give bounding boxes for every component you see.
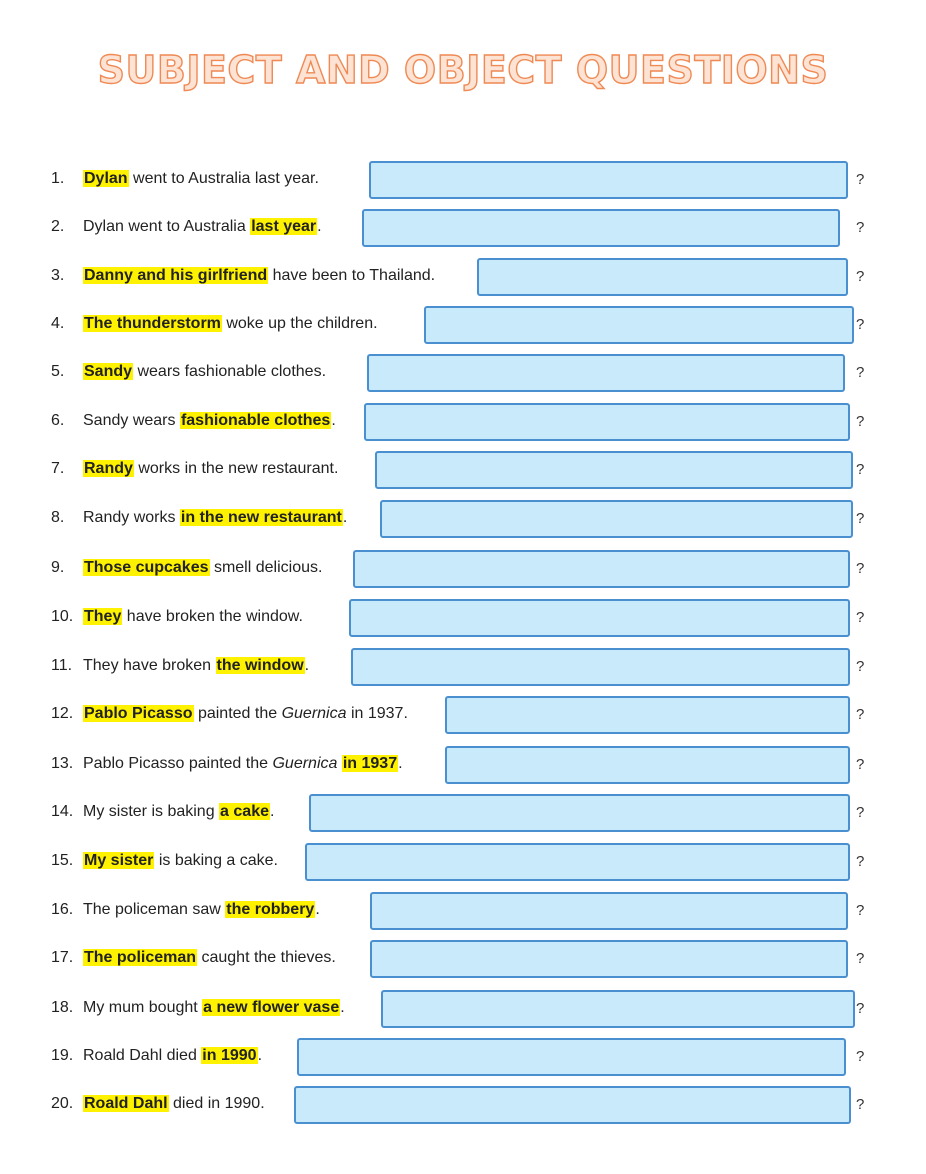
question-mark: ?: [856, 171, 865, 188]
italic-text: Guernica: [272, 755, 338, 772]
question-sentence: [83, 1047, 262, 1065]
sentence-text: have broken the window.: [122, 608, 303, 625]
highlighted-phrase: Pablo Picasso: [84, 705, 193, 722]
sentence-text: have been to Thailand.: [268, 267, 436, 284]
question-mark: ?: [856, 706, 865, 723]
question-number: 2.: [51, 218, 65, 235]
page-title: SUBJECT AND OBJECT QUESTIONS: [97, 48, 829, 92]
highlighted-phrase: Sandy: [84, 363, 133, 380]
question-row: [0, 548, 926, 592]
highlighted-phrase: in 1990: [202, 1047, 257, 1064]
question-mark: ?: [856, 219, 865, 236]
answer-input[interactable]: [362, 209, 840, 247]
answer-input[interactable]: [364, 403, 850, 441]
question-mark: ?: [856, 560, 865, 577]
question-row: [0, 597, 926, 641]
question-mark: ?: [856, 268, 865, 285]
question-sentence: [83, 901, 320, 919]
question-number: 19.: [51, 1047, 74, 1064]
question-number: 4.: [51, 315, 65, 332]
sentence-text: .: [317, 218, 322, 235]
answer-input[interactable]: [370, 940, 848, 978]
question-row: [0, 1084, 926, 1128]
answer-input[interactable]: [294, 1086, 851, 1124]
sentence-text: Sandy wears: [83, 412, 180, 429]
highlighted-phrase: a cake: [220, 803, 269, 820]
question-number: 17.: [51, 949, 74, 966]
question-number: 20.: [51, 1095, 74, 1112]
question-row: [0, 256, 926, 300]
question-number: 9.: [51, 559, 65, 576]
answer-input[interactable]: [375, 451, 853, 489]
sentence-text: My mum bought: [83, 999, 203, 1016]
sentence-text: .: [398, 755, 403, 772]
sentence-text: .: [257, 1047, 263, 1064]
question-row: [0, 792, 926, 836]
question-number: 5.: [51, 363, 65, 380]
highlighted-phrase: the robbery: [226, 901, 315, 918]
sentence-text: went to Australia last year.: [128, 170, 319, 187]
question-sentence: [83, 218, 322, 236]
sentence-text: The policeman saw: [83, 901, 226, 918]
question-sentence: [83, 755, 403, 773]
sentence-text: is baking a cake.: [154, 852, 278, 869]
sentence-text: smell delicious.: [209, 559, 323, 576]
question-row: [0, 988, 926, 1032]
sentence-text: .: [304, 657, 310, 674]
highlighted-phrase: Roald Dahl: [84, 1095, 168, 1112]
question-number: 16.: [51, 901, 74, 918]
sentence-text: .: [340, 999, 345, 1016]
answer-input[interactable]: [370, 892, 848, 930]
italic-text: Guernica: [281, 705, 347, 722]
question-mark: ?: [856, 853, 865, 870]
sentence-text: They have broken: [83, 657, 216, 674]
question-sentence: [83, 852, 278, 870]
answer-input[interactable]: [381, 990, 855, 1028]
question-number: 6.: [51, 412, 65, 429]
highlighted-phrase: Randy: [84, 460, 133, 477]
question-mark: ?: [856, 1048, 865, 1065]
question-sentence: [83, 705, 408, 723]
question-row: [0, 646, 926, 690]
question-sentence: [83, 170, 319, 188]
question-sentence: [83, 460, 338, 478]
question-sentence: [83, 559, 322, 577]
question-row: [0, 938, 926, 982]
question-row: [0, 207, 926, 251]
sentence-text: My sister is baking: [83, 803, 220, 820]
highlighted-phrase: in 1937: [342, 755, 398, 772]
question-row: [0, 449, 926, 493]
question-mark: ?: [856, 902, 865, 919]
sentence-text: .: [269, 803, 275, 820]
question-row: [0, 841, 926, 885]
answer-input[interactable]: [351, 648, 850, 686]
highlighted-phrase: They: [84, 608, 122, 625]
question-sentence: [83, 999, 345, 1017]
question-mark: ?: [856, 316, 865, 333]
question-sentence: [83, 315, 378, 333]
sentence-text: died in 1990.: [168, 1095, 265, 1112]
highlighted-phrase: in the new restaurant: [180, 509, 342, 526]
question-number: 12.: [51, 705, 74, 722]
question-sentence: [83, 657, 309, 675]
question-number: 18.: [51, 999, 74, 1016]
answer-input[interactable]: [353, 550, 850, 588]
highlighted-phrase: Those cupcakes: [84, 559, 209, 576]
sentence-text: painted the: [193, 705, 282, 722]
question-row: [0, 401, 926, 445]
sentence-text: caught the thieves.: [197, 949, 336, 966]
question-number: 13.: [51, 755, 74, 772]
highlighted-phrase: Danny and his girlfriend: [84, 267, 268, 284]
sentence-text: .: [315, 901, 320, 918]
question-row: [0, 890, 926, 934]
highlighted-phrase: fashionable clothes: [180, 412, 331, 429]
question-number: 10.: [51, 608, 74, 625]
question-row: [0, 304, 926, 348]
question-row: [0, 1036, 926, 1080]
sentence-text: Randy works: [83, 509, 180, 526]
sentence-text: wears fashionable clothes.: [133, 363, 327, 380]
question-mark: ?: [856, 609, 865, 626]
question-sentence: [83, 509, 347, 527]
question-sentence: [83, 412, 336, 430]
answer-input[interactable]: [309, 794, 850, 832]
sentence-text: Roald Dahl died: [83, 1047, 202, 1064]
sentence-text: works in the new restaurant.: [133, 460, 339, 477]
answer-input[interactable]: [477, 258, 848, 296]
question-number: 3.: [51, 267, 65, 284]
question-row: [0, 159, 926, 203]
question-mark: ?: [856, 510, 865, 527]
question-row: [0, 498, 926, 542]
question-mark: ?: [856, 1096, 865, 1113]
answer-input[interactable]: [305, 843, 850, 881]
question-sentence: [83, 267, 435, 285]
question-sentence: [83, 363, 326, 381]
highlighted-phrase: the window: [216, 657, 304, 674]
question-number: 1.: [51, 170, 65, 187]
question-number: 8.: [51, 509, 65, 526]
question-mark: ?: [856, 804, 865, 821]
sentence-text: Dylan went to Australia: [83, 218, 251, 235]
answer-input[interactable]: [349, 599, 850, 637]
highlighted-phrase: My sister: [84, 852, 154, 869]
sentence-text: in 1937.: [346, 705, 408, 722]
question-number: 15.: [51, 852, 74, 869]
highlighted-phrase: The policeman: [84, 949, 197, 966]
highlighted-phrase: The thunderstorm: [84, 315, 221, 332]
highlighted-phrase: a new flower vase: [203, 999, 340, 1016]
sentence-text: woke up the children.: [221, 315, 378, 332]
answer-input[interactable]: [369, 161, 848, 199]
question-number: 7.: [51, 460, 65, 477]
highlighted-phrase: Dylan: [84, 170, 128, 187]
question-number: 11.: [51, 657, 73, 674]
answer-input[interactable]: [445, 746, 850, 784]
question-mark: ?: [856, 950, 865, 967]
highlighted-phrase: last year: [251, 218, 317, 235]
question-sentence: [83, 803, 274, 821]
sentence-text: Pablo Picasso painted the: [83, 755, 273, 772]
question-sentence: [83, 608, 303, 626]
question-mark: ?: [856, 1000, 865, 1017]
question-row: [0, 352, 926, 396]
question-sentence: [83, 1095, 265, 1113]
answer-input[interactable]: [367, 354, 845, 392]
question-mark: ?: [856, 461, 865, 478]
question-mark: ?: [856, 364, 865, 381]
question-mark: ?: [856, 413, 865, 430]
question-row: [0, 744, 926, 788]
answer-input[interactable]: [424, 306, 854, 344]
sentence-text: .: [342, 509, 348, 526]
sentence-text: .: [331, 412, 336, 429]
question-mark: ?: [856, 658, 865, 675]
question-sentence: [83, 949, 336, 967]
question-mark: ?: [856, 756, 865, 773]
answer-input[interactable]: [445, 696, 850, 734]
question-number: 14.: [51, 803, 74, 820]
answer-input[interactable]: [380, 500, 853, 538]
question-row: [0, 694, 926, 738]
answer-input[interactable]: [297, 1038, 846, 1076]
